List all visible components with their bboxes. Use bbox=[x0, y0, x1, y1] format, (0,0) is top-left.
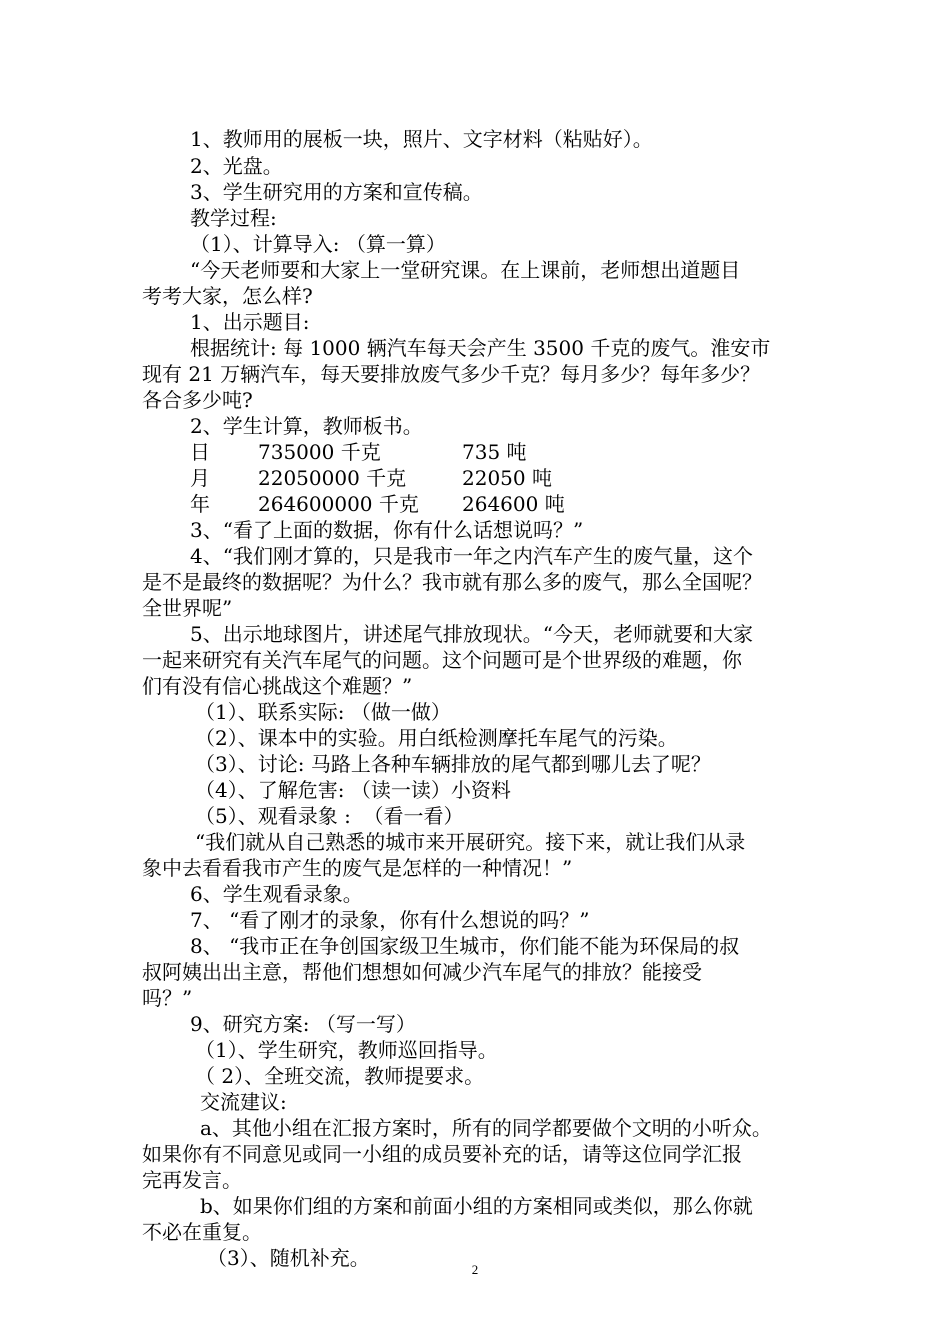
text-line: 7、 “看了刚才的录象，你有什么想说的吗？” bbox=[190, 908, 590, 932]
text-line: 是不是最终的数据呢？为什么？我市就有那么多的废气，那么全国呢？ bbox=[142, 570, 762, 594]
table-cell-kg: 735000 千克 bbox=[258, 440, 381, 464]
text-line: 6、学生观看录象。 bbox=[190, 882, 363, 906]
text-line: 现有 21 万辆汽车，每天要排放废气多少千克？每月多少？每年多少？ bbox=[142, 362, 761, 386]
text-line: 象中去看看我市产生的废气是怎样的一种情况！” bbox=[142, 856, 573, 880]
text-line: 2、光盘。 bbox=[190, 154, 283, 178]
text-line: 完再发言。 bbox=[142, 1168, 242, 1192]
text-line: 不必在重复。 bbox=[142, 1220, 262, 1244]
text-line: 全世界呢” bbox=[142, 596, 233, 620]
text-line: 3、学生研究用的方案和宣传稿。 bbox=[190, 180, 483, 204]
text-line: 根据统计: 每 1000 辆汽车每天会产生 3500 千克的废气。淮安市 bbox=[190, 336, 771, 360]
text-line: （4）、了解危害: （读一读）小资料 bbox=[195, 778, 511, 802]
text-line: （5）、观看录象 : （看一看） bbox=[195, 804, 464, 828]
page-number: 2 bbox=[471, 1262, 479, 1277]
table-cell-ton: 735 吨 bbox=[462, 440, 527, 464]
text-line: 教学过程: bbox=[190, 206, 277, 230]
text-line: 交流建议: bbox=[200, 1090, 287, 1114]
text-line: （ 2）、全班交流，教师提要求。 bbox=[195, 1064, 485, 1088]
text-line: 们有没有信心挑战这个难题？” bbox=[142, 674, 413, 698]
text-line: 一起来研究有关汽车尾气的问题。这个问题可是个世界级的难题，你 bbox=[142, 648, 742, 672]
text-line: （2）、课本中的实验。用白纸检测摩托车尾气的污染。 bbox=[195, 726, 678, 750]
text-line: “我们就从自己熟悉的城市来开展研究。接下来，就让我们从录 bbox=[195, 830, 746, 854]
text-line: 考考大家，怎么样? bbox=[142, 284, 313, 308]
text-line: 吗？” bbox=[142, 986, 193, 1010]
text-line: （1）、计算导入: （算一算） bbox=[190, 232, 446, 256]
text-line: a、其他小组在汇报方案时，所有的同学都要做个文明的小听众。 bbox=[200, 1116, 772, 1140]
table-cell-ton: 264600 吨 bbox=[462, 492, 565, 516]
text-line: 叔阿姨出出主意，帮他们想想如何减少汽车尾气的排放？能接受 bbox=[142, 960, 702, 984]
text-line: 各合多少吨? bbox=[142, 388, 253, 412]
table-cell-period: 月 bbox=[190, 466, 210, 490]
table-cell-kg: 264600000 千克 bbox=[258, 492, 419, 516]
text-line: b、如果你们组的方案和前面小组的方案相同或类似，那么你就 bbox=[200, 1194, 753, 1218]
text-line: 8、 “我市正在争创国家级卫生城市，你们能不能为环保局的叔 bbox=[190, 934, 740, 958]
text-line: 如果你有不同意见或同一小组的成员要补充的话，请等这位同学汇报 bbox=[142, 1142, 742, 1166]
text-line: 3、“看了上面的数据，你有什么话想说吗？” bbox=[190, 518, 584, 542]
text-line: 2、学生计算，教师板书。 bbox=[190, 414, 423, 438]
table-cell-ton: 22050 吨 bbox=[462, 466, 552, 490]
text-line: 9、研究方案: （写一写） bbox=[190, 1012, 416, 1036]
text-line: （1）、联系实际: （做一做） bbox=[195, 700, 451, 724]
text-line: （3）、讨论: 马路上各种车辆排放的尾气都到哪儿去了呢？ bbox=[195, 752, 711, 776]
text-line: 1、教师用的展板一块，照片、文字材料（粘贴好）。 bbox=[190, 127, 653, 151]
text-line: （1）、学生研究，教师巡回指导。 bbox=[195, 1038, 498, 1062]
text-line: 4、“我们刚才算的，只是我市一年之内汽车产生的废气量，这个 bbox=[190, 544, 753, 568]
table-cell-period: 年 bbox=[190, 492, 210, 516]
text-line: （3）、随机补充。 bbox=[207, 1246, 370, 1270]
text-line: “今天老师要和大家上一堂研究课。在上课前，老师想出道题目 bbox=[190, 258, 741, 282]
text-line: 5、出示地球图片，讲述尾气排放现状。“今天，老师就要和大家 bbox=[190, 622, 753, 646]
text-line: 1、出示题目: bbox=[190, 310, 310, 334]
table-cell-period: 日 bbox=[190, 440, 210, 464]
table-cell-kg: 22050000 千克 bbox=[258, 466, 407, 490]
